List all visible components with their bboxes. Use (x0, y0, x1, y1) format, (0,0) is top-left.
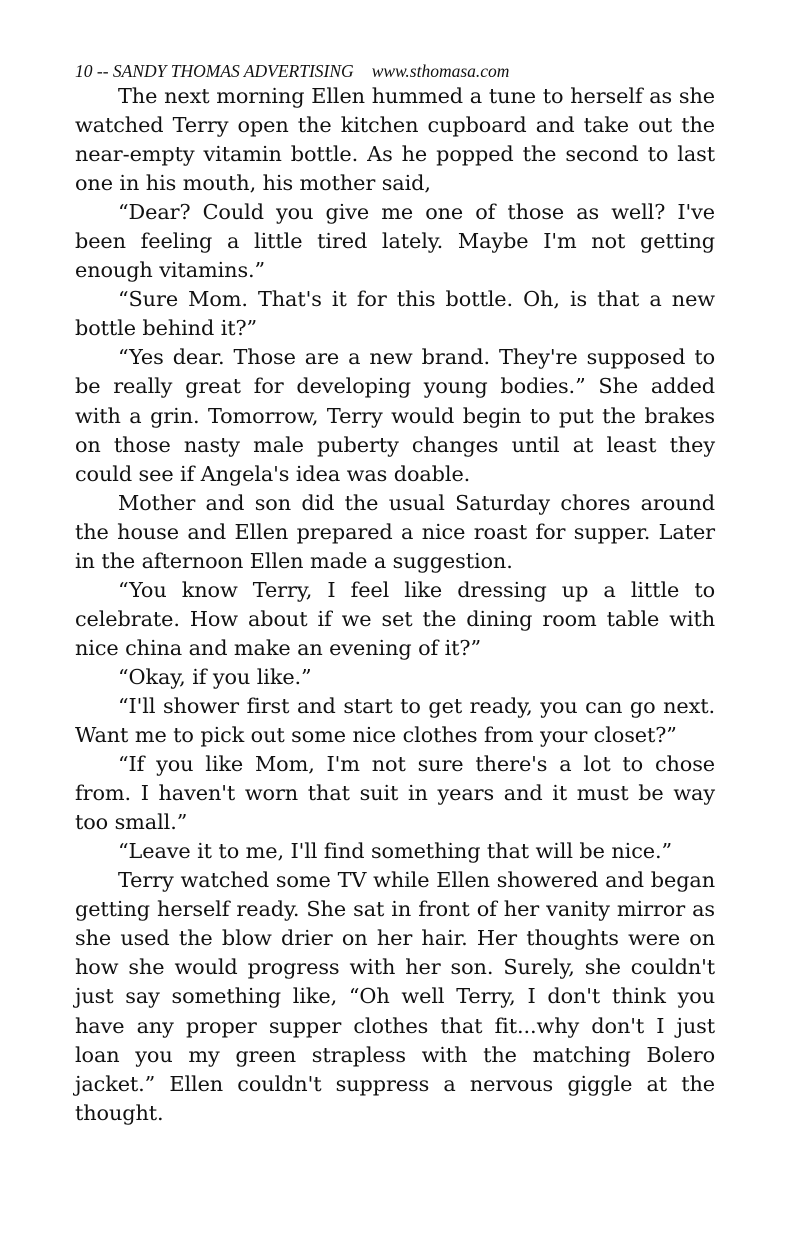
running-header (75, 60, 715, 82)
body-text (75, 82, 715, 1128)
book-page (75, 60, 715, 1128)
paragraph: The next morning Ellen hummed a tune to herself as she watched Terry open the kitchen cupboard and take out the near-empty vitamin bottle. As he popped the second to last one in his mouth, his mother said, (75, 84, 715, 196)
paragraph: “You know Terry, I feel like dressing up a little to celebrate. How about if we set the dining room table with nice china and make an evening of it?” (75, 577, 715, 660)
paragraph: “Sure Mom. That's it for this bottle. Oh, is that a new bottle behind it?” (75, 287, 715, 341)
paragraph: “If you like Mom, I'm not sure there's a lot to chose from. I haven't worn that suit in years and it must be way too small.” (75, 752, 715, 835)
paragraph: “Dear? Could you give me one of those as well? I've been feeling a little tired lately. Maybe I'm not getting enough vitamins.” (75, 200, 715, 283)
page-number: 10 (75, 61, 93, 81)
paragraph: Mother and son did the usual Saturday chores around the house and Ellen prepared a nice roast for supper. Later in the afternoon Ellen made a suggestion. (75, 490, 715, 573)
website-url: www.sthomasa.com (371, 61, 510, 81)
header-separator: -- (96, 61, 109, 81)
paragraph: “Yes dear. Those are a new brand. They're supposed to be really great for developing young bodies.” She added with a grin. Tomorrow, Terry would begin to put the brakes on those nasty male puberty changes until at least they could see if Angela's idea was doable. (75, 345, 715, 486)
paragraph: “Leave it to me, I'll find something that will be nice.” (118, 839, 672, 864)
paragraph: Terry watched some TV while Ellen showered and began getting herself ready. She sat in front of her vanity mirror as she used the blow drier on her hair. Her thoughts were on how she would progress with her son. Surely, she couldn't just say something like, “Oh well Terry, I don't think you have any proper supper clothes that fit...why don't I just loan you my green strapless with the matching Bolero jacket.” Ellen couldn't suppress a nervous giggle at the thought. (75, 868, 715, 1125)
publisher-name: SANDY THOMAS ADVERTISING (112, 61, 354, 81)
paragraph: “I'll shower first and start to get ready, you can go next. Want me to pick out some nice clothes from your closet?” (75, 693, 715, 748)
paragraph: “Okay, if you like.” (118, 664, 312, 689)
